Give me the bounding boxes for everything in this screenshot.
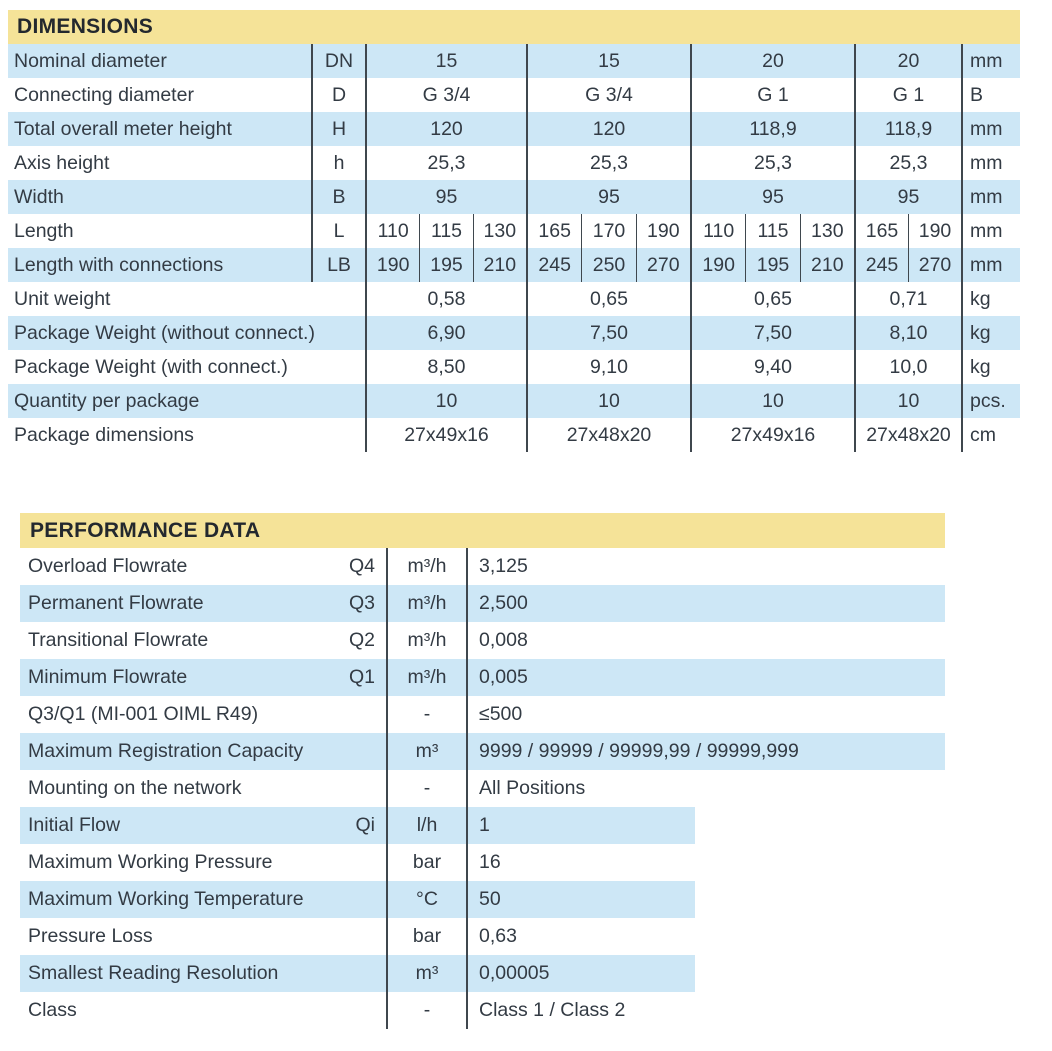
row-pressure-loss [20,918,945,955]
label-text: Minimum Flowrate [28,666,188,688]
cell-value: 118,9 [856,112,963,146]
cell-value: All Positions [479,777,586,799]
label-text: Pressure Loss [28,925,153,947]
label-text: Transitional Flowrate [28,629,209,651]
row-length-with-connections [8,248,1020,282]
label-text: Permanent Flowrate [28,592,204,614]
cell-value: 20 [856,44,963,78]
cell-unit: mm [970,185,1003,208]
row-class [20,992,945,1029]
cell-label: Nominal diameter [8,44,313,78]
cell-value: 0,71 [856,282,963,316]
row-unit-weight [8,282,1020,316]
row-transitional-flowrate [20,622,945,659]
cell-unit: - [388,992,468,1029]
cell-value: 0,005 [479,666,528,688]
cell-unit: mm [970,219,1003,242]
performance-header [20,513,945,548]
row-quantity-per-package [8,384,1020,418]
cell-subvalue: 165 [856,214,909,248]
cell-subvalue: 110 [692,214,746,248]
label-symbol: Q1 [348,666,375,688]
cell-value-group [856,248,963,282]
cell-label: Package dimensions [8,418,367,452]
performance-title: PERFORMANCE DATA [30,518,261,542]
cell-subvalue: 210 [811,253,844,276]
cell-subvalue: 270 [918,253,952,276]
cell-label [20,696,388,733]
cell-label [20,844,388,881]
cell-value: 15 [367,44,528,78]
cell-label: Length [8,214,313,248]
cell-label: Package Weight (with connect.) [8,350,367,384]
cell-value: 2,500 [479,592,528,614]
cell-label [20,807,388,844]
cell-unit: kg [970,355,991,378]
performance-table [20,513,945,1029]
label-symbol: Qi [355,814,375,836]
cell-unit: l/h [388,807,468,844]
cell-label: Length with connections [8,248,313,282]
cell-unit: bar [388,844,468,881]
row-connecting-diameter [8,78,1020,112]
cell-value: 50 [479,888,501,910]
cell-unit: mm [970,117,1003,140]
cell-value: 7,50 [528,316,692,350]
label-text: Maximum Working Pressure [28,851,273,873]
cell-unit: mm [970,49,1003,72]
label-text: Maximum Registration Capacity [28,740,304,762]
cell-unit: - [388,770,468,807]
row-maximum-registration-capacity [20,733,945,770]
cell-unit: cm [970,423,996,446]
cell-subvalue: 210 [483,253,517,276]
cell-value: 0,65 [528,282,692,316]
cell-symbol: L [313,214,367,248]
cell-value: 25,3 [856,146,963,180]
cell-value: 10,0 [856,350,963,384]
cell-value-group [367,214,528,248]
cell-value: 3,125 [479,555,528,577]
cell-unit: B [970,83,984,106]
cell-value: 27x48x20 [856,418,963,452]
cell-value: 0,008 [479,629,528,651]
row-package-weight-with-connect [8,350,1020,384]
cell-value: 27x49x16 [692,418,856,452]
cell-value: 16 [479,851,501,873]
dimensions-title: DIMENSIONS [17,15,154,38]
cell-value: 9,40 [692,350,856,384]
cell-subvalue: 190 [367,248,420,282]
cell-unit: mm [970,151,1003,174]
cell-value: ≤500 [479,703,523,725]
row-length [8,214,1020,248]
cell-value: 10 [692,384,856,418]
cell-value-group [528,248,692,282]
cell-label: Total overall meter height [8,112,313,146]
cell-label: Connecting diameter [8,78,313,112]
cell-label: Unit weight [8,282,367,316]
cell-value: 120 [528,112,692,146]
cell-value: 0,00005 [479,962,550,984]
cell-label: Width [8,180,313,214]
cell-value-group [856,214,963,248]
cell-value: 15 [528,44,692,78]
cell-value: 10 [367,384,528,418]
cell-symbol: h [313,146,367,180]
cell-subvalue: 130 [811,219,844,242]
cell-value: 120 [367,112,528,146]
cell-value: 118,9 [692,112,856,146]
cell-label [20,955,388,992]
cell-value: 0,58 [367,282,528,316]
cell-value: 25,3 [367,146,528,180]
label-text: Mounting on the network [28,777,242,799]
cell-value: 9,10 [528,350,692,384]
cell-value-group [528,214,692,248]
cell-value: 10 [856,384,963,418]
label-text: Class [28,999,77,1021]
cell-symbol: H [313,112,367,146]
cell-subvalue: 190 [647,219,680,242]
row-minimum-flowrate [20,659,945,696]
cell-label: Quantity per package [8,384,367,418]
cell-subvalue: 250 [582,248,636,282]
cell-subvalue: 115 [420,214,473,248]
cell-symbol: LB [313,248,367,282]
cell-value-group [692,214,856,248]
cell-unit: - [388,696,468,733]
cell-unit: kg [970,287,991,310]
row-package-dimensions [8,418,1020,452]
cell-label [20,918,388,955]
row-initial-flow [20,807,945,844]
cell-value: 95 [692,180,856,214]
row-nominal-diameter [8,44,1020,78]
cell-subvalue: 195 [420,248,473,282]
row-width [8,180,1020,214]
cell-value: 10 [528,384,692,418]
row-maximum-working-temperature [20,881,945,918]
cell-label [20,622,388,659]
cell-label [20,881,388,918]
cell-label [20,659,388,696]
label-symbol: Q4 [348,555,375,577]
cell-subvalue: 270 [647,253,680,276]
cell-value: 1 [479,814,490,836]
cell-value-group [367,248,528,282]
cell-subvalue: 165 [528,214,582,248]
cell-subvalue: 245 [856,248,909,282]
label-text: Initial Flow [28,814,121,836]
cell-value: 95 [528,180,692,214]
cell-value-group [692,248,856,282]
cell-value: 8,50 [367,350,528,384]
cell-value: 8,10 [856,316,963,350]
cell-value: Class 1 / Class 2 [479,999,626,1021]
dimensions-table [8,10,1020,452]
cell-value: 95 [856,180,963,214]
cell-value: 0,63 [479,925,517,947]
label-text: Overload Flowrate [28,555,188,577]
label-symbol: Q3 [348,592,375,614]
cell-value: 7,50 [692,316,856,350]
cell-symbol: D [313,78,367,112]
row-overload-flowrate [20,548,945,585]
cell-subvalue: 190 [918,219,952,242]
label-text: Q3/Q1 (MI-001 OIML R49) [28,703,259,725]
cell-label [20,733,388,770]
row-maximum-working-pressure [20,844,945,881]
cell-unit: m³/h [388,585,468,622]
cell-symbol: B [313,180,367,214]
cell-unit: mm [970,253,1003,276]
row-total-overall-meter-height [8,112,1020,146]
cell-unit: m³ [388,955,468,992]
cell-value: G 1 [692,78,856,112]
cell-symbol: DN [313,44,367,78]
cell-subvalue: 130 [483,219,517,242]
cell-label [20,770,388,807]
row-smallest-reading-resolution [20,955,945,992]
cell-unit: pcs. [970,389,1006,412]
cell-subvalue: 110 [367,214,420,248]
cell-label: Package Weight (without connect.) [8,316,367,350]
cell-value: 9999 / 99999 / 99999,99 / 99999,999 [479,740,799,762]
cell-unit: kg [970,321,991,344]
cell-value: 95 [367,180,528,214]
cell-label: Axis height [8,146,313,180]
cell-unit: m³/h [388,548,468,585]
cell-subvalue: 115 [746,214,800,248]
cell-value: 27x48x20 [528,418,692,452]
cell-subvalue: 170 [582,214,636,248]
label-symbol: Q2 [348,629,375,651]
cell-value: 25,3 [692,146,856,180]
dimensions-header [8,10,1020,44]
row-q3-q1-ratio [20,696,945,733]
cell-unit: °C [388,881,468,918]
label-text: Smallest Reading Resolution [28,962,279,984]
cell-subvalue: 190 [692,248,746,282]
cell-unit: m³ [388,733,468,770]
cell-value: G 1 [856,78,963,112]
cell-unit: m³/h [388,622,468,659]
cell-value: G 3/4 [528,78,692,112]
cell-unit: m³/h [388,659,468,696]
cell-value: 25,3 [528,146,692,180]
cell-label [20,548,388,585]
cell-value: 6,90 [367,316,528,350]
cell-value: G 3/4 [367,78,528,112]
cell-value: 27x49x16 [367,418,528,452]
cell-subvalue: 195 [746,248,800,282]
cell-label [20,585,388,622]
label-text: Maximum Working Temperature [28,888,304,910]
cell-value: 0,65 [692,282,856,316]
row-package-weight-without-connect [8,316,1020,350]
row-axis-height [8,146,1020,180]
row-permanent-flowrate [20,585,945,622]
cell-value: 20 [692,44,856,78]
cell-subvalue: 245 [528,248,582,282]
cell-unit: bar [388,918,468,955]
cell-label [20,992,388,1029]
row-mounting-on-the-network [20,770,945,807]
